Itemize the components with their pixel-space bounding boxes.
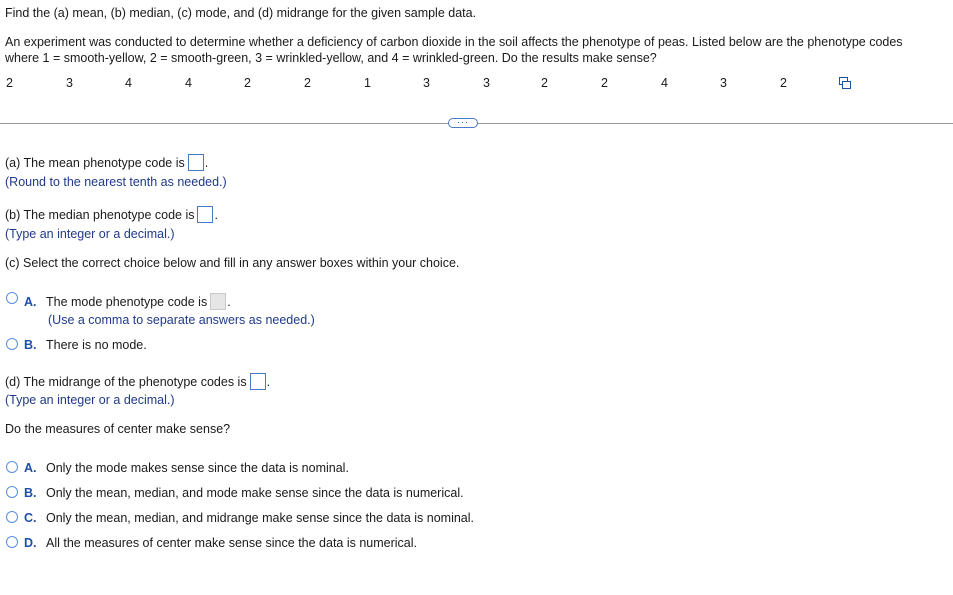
data-value: 2 [6,76,13,90]
data-value: 1 [364,76,371,90]
mode-answer-box[interactable] [210,293,226,310]
data-value: 3 [66,76,73,90]
mode-option-a-text: The mode phenotype code is [45,295,208,309]
median-answer-box[interactable] [197,206,213,223]
final-option-b-radio[interactable] [6,486,18,498]
data-value: 2 [304,76,311,90]
part-d-hint: (Type an integer or a decimal.) [5,393,175,407]
data-value: 2 [780,76,787,90]
final-option-a [24,461,349,475]
final-option-c-letter: C. [24,511,37,525]
data-value: 4 [125,76,132,90]
final-option-d-text: All the measures of center make sense since the data is numerical. [45,536,417,550]
part-b-text: (b) The median phenotype code is [5,208,195,222]
final-option-d [24,536,417,550]
final-option-a-text: Only the mode makes sense since the data is nominal. [45,461,349,475]
data-value: 2 [244,76,251,90]
mode-option-b-line [24,338,147,352]
final-option-a-radio[interactable] [6,461,18,473]
mode-option-a-radio[interactable] [6,292,18,304]
data-value: 3 [483,76,490,90]
part-a-text: (a) The mean phenotype code is [5,156,185,170]
mean-answer-box[interactable] [188,154,204,171]
mode-option-b-text: There is no mode. [45,338,147,352]
final-option-d-radio[interactable] [6,536,18,548]
final-option-b [24,486,464,500]
mode-option-b-radio[interactable] [6,338,18,350]
part-d-line: (d) The midrange of the phenotype codes is . [5,375,271,389]
mode-option-b-letter: B. [24,338,37,352]
data-value: 3 [423,76,430,90]
expand-more-button[interactable]: ··· [448,118,478,128]
final-option-c-text: Only the mean, median, and midrange make sense since the data is nominal. [45,511,474,525]
data-value: 2 [601,76,608,90]
part-d-text: (d) The midrange of the phenotype codes is [5,375,247,389]
data-value: 3 [720,76,727,90]
final-option-b-letter: B. [24,486,37,500]
part-a-line: (a) The mean phenotype code is . [5,156,209,170]
final-option-c-radio[interactable] [6,511,18,523]
copy-icon[interactable] [839,77,851,89]
part-c-text: (c) Select the correct choice below and fill in any answer boxes within your choice. [5,256,460,270]
part-b-hint: (Type an integer or a decimal.) [5,227,175,241]
mode-option-a-letter: A. [24,295,37,309]
mode-option-a-hint: (Use a comma to separate answers as needed.) [48,313,315,327]
final-question: Do the measures of center make sense? [5,422,231,436]
final-option-b-text: Only the mean, median, and mode make sense since the data is numerical. [45,486,464,500]
final-option-a-letter: A. [24,461,37,475]
question-prompt: Find the (a) mean, (b) median, (c) mode, and (d) midrange for the given sample data. [5,6,477,20]
question-description-line1: An experiment was conducted to determine whether a deficiency of carbon dioxide in the soil affects the phenotype of peas. Listed below are the phenotype codes [5,35,903,49]
midrange-answer-box[interactable] [250,373,266,390]
data-value: 4 [661,76,668,90]
data-value: 2 [541,76,548,90]
final-option-c [24,511,474,525]
data-value: 4 [185,76,192,90]
question-description-line2: where 1 = smooth-yellow, 2 = smooth-green, 3 = wrinkled-yellow, and 4 = wrinkled-green. Do the results make sense? [5,51,657,65]
part-b-line: (b) The median phenotype code is . [5,208,218,222]
mode-option-a-line: A. The mode phenotype code is . [24,295,231,309]
final-option-d-letter: D. [24,536,37,550]
part-a-hint: (Round to the nearest tenth as needed.) [5,175,227,189]
